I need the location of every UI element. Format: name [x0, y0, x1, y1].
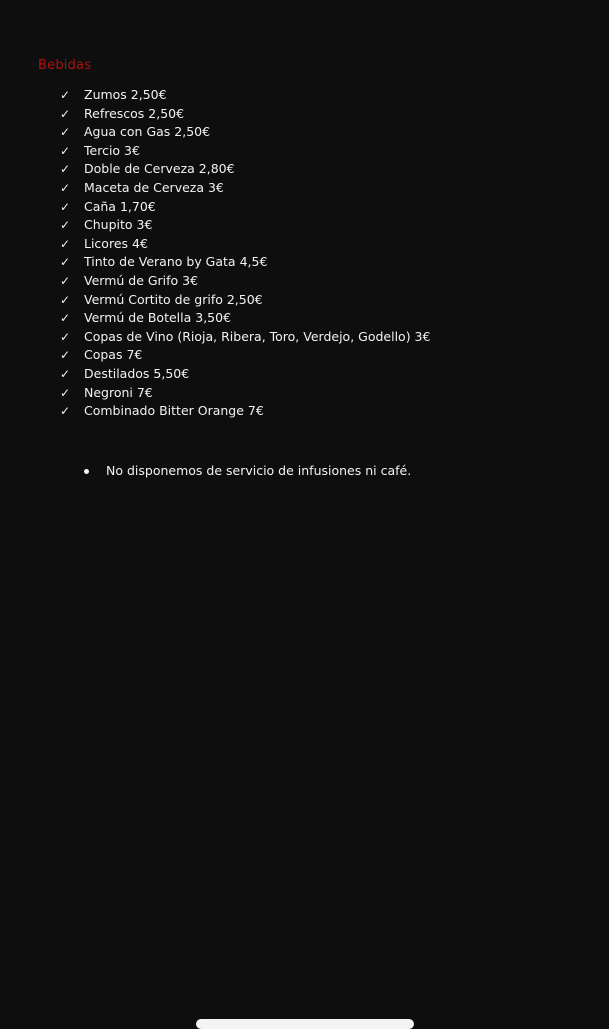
drink-item-label: Chupito 3€: [84, 217, 153, 233]
check-icon: ✓: [60, 404, 71, 419]
drink-item-label: Copas de Vino (Rioja, Ribera, Toro, Verdejo, Godello) 3€: [84, 328, 431, 344]
drink-item-label: Caña 1,70€: [84, 198, 156, 214]
home-indicator[interactable]: [196, 1019, 414, 1029]
list-item: [60, 253, 430, 272]
drink-item-label: Refrescos 2,50€: [84, 105, 185, 121]
check-icon: ✓: [60, 311, 71, 326]
bullet-icon: [84, 469, 89, 474]
list-item: [60, 123, 430, 142]
list-item: [60, 105, 430, 124]
drink-item-label: Copas 7€: [84, 347, 143, 363]
drink-item-label: Licores 4€: [84, 235, 148, 251]
list-item: [60, 309, 430, 328]
list-item: [60, 160, 430, 179]
list-item: [60, 402, 430, 421]
drink-item-label: Vermú de Grifo 3€: [84, 272, 199, 288]
drink-item-label: Negroni 7€: [84, 384, 153, 400]
drink-item-label: Tercio 3€: [84, 142, 140, 158]
check-icon: ✓: [60, 162, 71, 177]
list-item: [84, 461, 411, 481]
list-item: [60, 291, 430, 310]
check-icon: ✓: [60, 255, 71, 270]
check-icon: ✓: [60, 348, 71, 363]
check-icon: ✓: [60, 273, 71, 288]
list-item: [60, 328, 430, 347]
drink-item-label: Destilados 5,50€: [84, 365, 190, 381]
check-icon: ✓: [60, 385, 71, 400]
drink-item-label: Doble de Cerveza 2,80€: [84, 161, 235, 177]
check-icon: ✓: [60, 125, 71, 140]
list-item: [60, 216, 430, 235]
list-item: [60, 235, 430, 254]
check-icon: ✓: [60, 106, 71, 121]
list-item: [60, 346, 430, 365]
list-item: [60, 272, 430, 291]
drink-item-label: Maceta de Cerveza 3€: [84, 179, 224, 195]
drink-item-label: Vermú Cortito de grifo 2,50€: [84, 291, 263, 307]
check-icon: ✓: [60, 366, 71, 381]
note-text: No disponemos de servicio de infusiones ni café.: [106, 463, 412, 478]
menu-section-title: Bebidas: [38, 58, 92, 73]
check-icon: ✓: [60, 329, 71, 344]
list-item: [60, 384, 430, 403]
check-icon: ✓: [60, 236, 71, 251]
drink-item-label: Vermú de Botella 3,50€: [84, 310, 232, 326]
drink-item-label: Zumos 2,50€: [84, 87, 167, 102]
drinks-list: [60, 86, 430, 421]
list-item: [60, 198, 430, 217]
list-item: [60, 86, 430, 105]
check-icon: ✓: [60, 180, 71, 195]
check-icon: ✓: [60, 292, 71, 307]
check-icon: ✓: [60, 88, 71, 102]
drink-item-label: Agua con Gas 2,50€: [84, 124, 211, 140]
list-item: [60, 142, 430, 161]
list-item: [60, 179, 430, 198]
drink-item-label: Combinado Bitter Orange 7€: [84, 403, 264, 419]
check-icon: ✓: [60, 199, 71, 214]
notes-list: [84, 461, 411, 481]
drink-item-label: Tinto de Verano by Gata 4,5€: [84, 254, 268, 270]
list-item: [60, 365, 430, 384]
check-icon: ✓: [60, 143, 71, 158]
check-icon: ✓: [60, 218, 71, 233]
